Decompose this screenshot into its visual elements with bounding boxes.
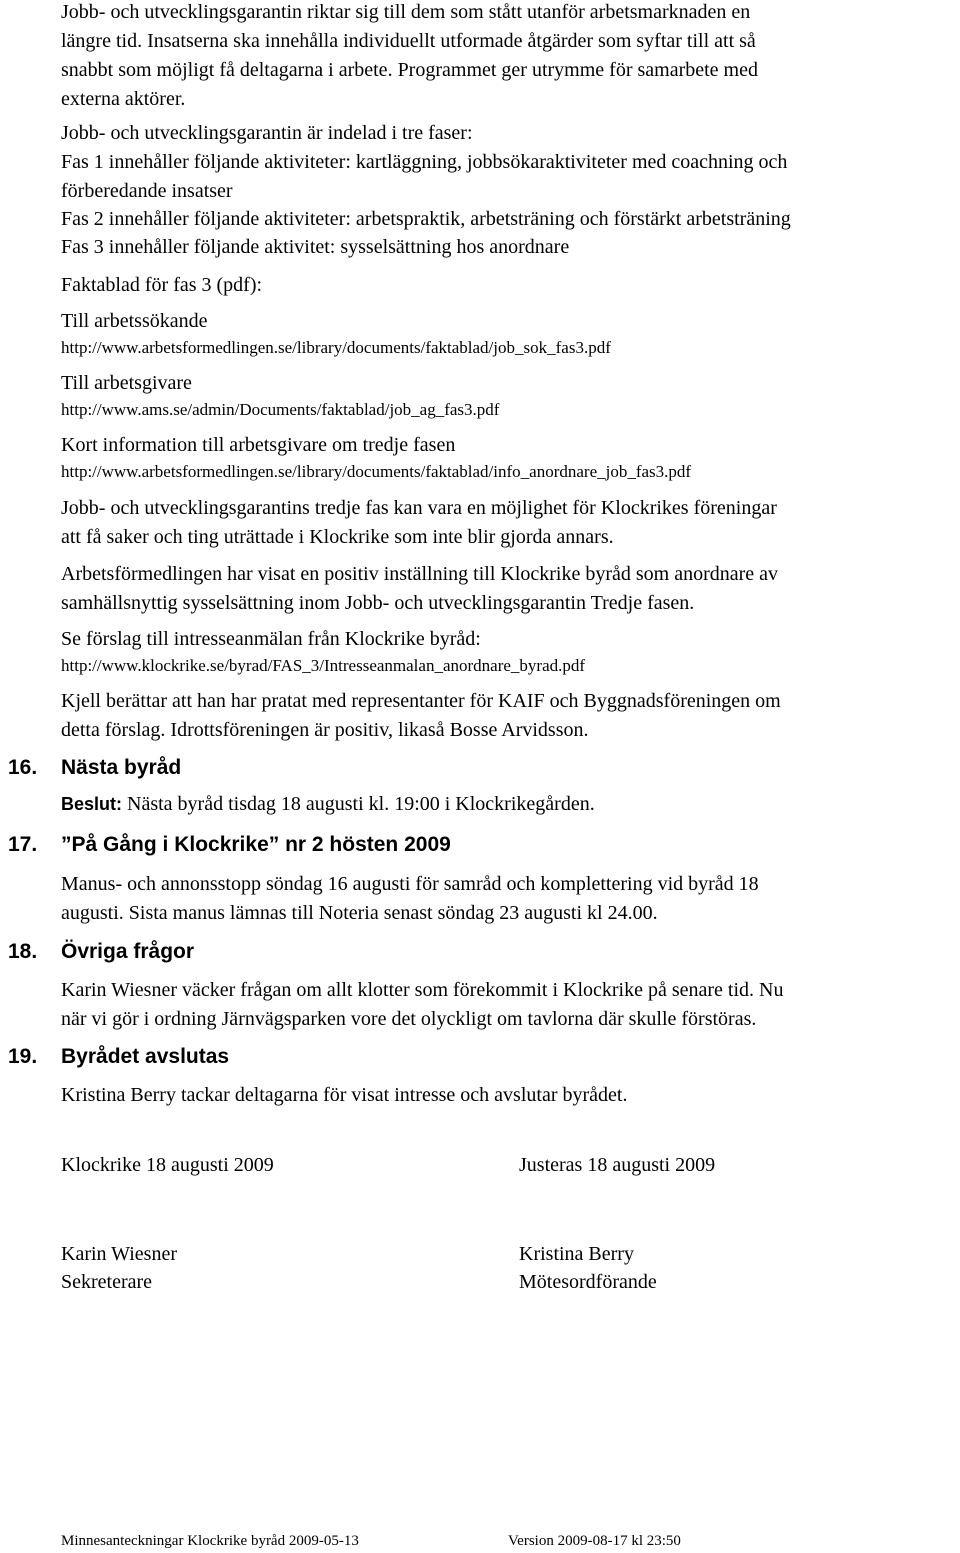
seekers-label: Till arbetssökande: [61, 310, 208, 332]
paragraph-3-label: Se förslag till intresseanmälan från Klockrike byråd:: [61, 628, 481, 650]
section-17-number: 17.: [8, 833, 38, 856]
interest-form-pdf-link[interactable]: http://www.klockrike.se/byrad/FAS_3/Intresseanmalan_anordnare_byrad.pdf: [61, 656, 586, 675]
intro-line-1: Jobb- och utvecklingsgarantin riktar sig till dem som stått utanför arbetsmarknaden en: [61, 1, 751, 23]
section-17-line-2: augusti. Sista manus lämnas till Noteria senast söndag 23 augusti kl 24.00.: [61, 902, 658, 924]
section-18-title: Övriga frågor: [61, 940, 195, 963]
paragraph-1-line-1: Jobb- och utvecklingsgarantins tredje fas kan vara en möjlighet för Klockrikes föreningar: [61, 497, 777, 519]
section-19-text: Kristina Berry tackar deltagarna för visat intresse och avslutar byrådet.: [61, 1084, 628, 1106]
factsheets-heading: Faktablad för fas 3 (pdf):: [61, 274, 263, 296]
fas1-line-2: förberedande insatser: [61, 180, 233, 202]
footer-right: Version 2009-08-17 kl 23:50: [508, 1533, 681, 1549]
paragraph-4-line-1: Kjell berättar att han har pratat med representanter för KAIF och Byggnadsföreningen om: [61, 690, 781, 712]
fas3-line: Fas 3 innehåller följande aktivitet: sysselsättning hos anordnare: [61, 236, 570, 258]
section-18-number: 18.: [8, 940, 38, 963]
paragraph-1-line-2: att få saker och ting uträttade i Klockrike som inte blir gjorda annars.: [61, 526, 614, 548]
fas2-line: Fas 2 innehåller följande aktiviteter: arbetspraktik, arbetsträning och förstärkt arbetsträning: [61, 208, 791, 230]
section-16-decision: [61, 790, 595, 819]
paragraph-2-line-1: Arbetsförmedlingen har visat en positiv inställning till Klockrike byråd som anordnare av: [61, 563, 779, 585]
signature-left-name: Karin Wiesner: [61, 1243, 178, 1265]
info-label: Kort information till arbetsgivare om tredje fasen: [61, 434, 456, 456]
intro-line-2: längre tid. Insatserna ska innehålla individuellt utformade åtgärder som syftar till att så: [61, 30, 756, 52]
section-19-title: Byrådet avslutas: [61, 1045, 230, 1068]
decision-text: Nästa byråd tisdag 18 augusti kl. 19:00 i Klockrikegården.: [127, 793, 595, 815]
intro-line-4: externa aktörer.: [61, 88, 186, 110]
fas1-line-1: Fas 1 innehåller följande aktiviteter: kartläggning, jobbsökaraktiviteter med coachning och: [61, 151, 788, 173]
info-pdf-link[interactable]: http://www.arbetsformedlingen.se/library/documents/faktablad/info_anordnare_job_fas3.pdf: [61, 462, 692, 481]
section-19-number: 19.: [8, 1045, 38, 1068]
paragraph-4-line-2: detta förslag. Idrottsföreningen är positiv, likaså Bosse Arvidsson.: [61, 719, 589, 741]
section-18-line-1: Karin Wiesner väcker frågan om allt klotter som förekommit i Klockrike på senare tid. Nu: [61, 979, 784, 1001]
section-16-title: Nästa byråd: [61, 756, 182, 779]
paragraph-2-line-2: samhällsnyttig sysselsättning inom Jobb- och utvecklingsgarantin Tredje fasen.: [61, 592, 695, 614]
signature-right-place-date: Justeras 18 augusti 2009: [519, 1154, 716, 1176]
section-18-line-2: när vi gör i ordning Järnvägsparken vore det olyckligt om tavlorna där skulle förstöras.: [61, 1008, 757, 1030]
section-17-title: ”På Gång i Klockrike” nr 2 hösten 2009: [61, 833, 451, 856]
signature-left-role: Sekreterare: [61, 1271, 153, 1293]
signature-left-place-date: Klockrike 18 augusti 2009: [61, 1154, 274, 1176]
intro-line-3: snabbt som möjligt få deltagarna i arbete. Programmet ger utrymme för samarbete med: [61, 59, 758, 81]
signature-right-name: Kristina Berry: [519, 1243, 634, 1265]
section-17-line-1: Manus- och annonsstopp söndag 16 augusti för samråd och komplettering vid byråd 18: [61, 873, 759, 895]
phases-intro: Jobb- och utvecklingsgarantin är indelad i tre faser:: [61, 122, 473, 144]
employers-label: Till arbetsgivare: [61, 372, 192, 394]
employers-pdf-link[interactable]: http://www.ams.se/admin/Documents/faktablad/job_ag_fas3.pdf: [61, 400, 500, 419]
section-16-number: 16.: [8, 756, 38, 779]
decision-label: Beslut:: [61, 794, 123, 814]
signature-right-role: Mötesordförande: [519, 1271, 657, 1293]
footer-left: Minnesanteckningar Klockrike byråd 2009-05-13: [61, 1533, 359, 1549]
seekers-pdf-link[interactable]: http://www.arbetsformedlingen.se/library/documents/faktablad/job_sok_fas3.pdf: [61, 338, 611, 357]
